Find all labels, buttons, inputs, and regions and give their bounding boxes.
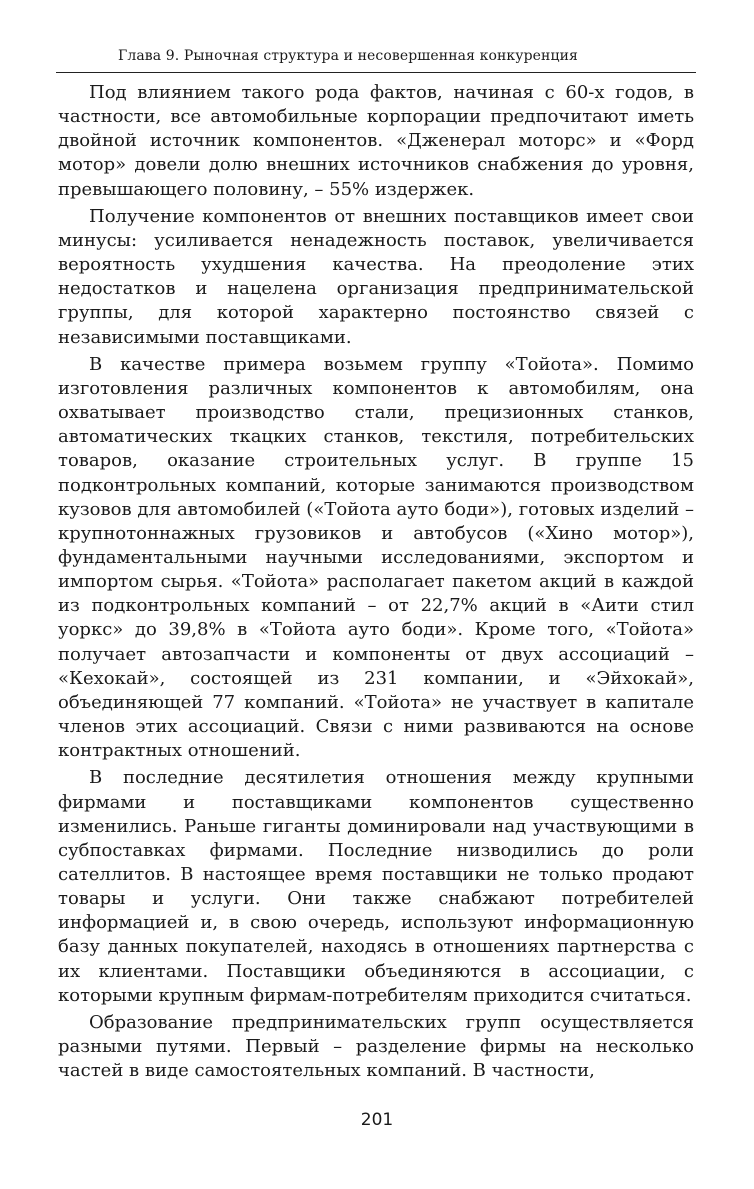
paragraph-5: Образование предпринимательских групп осуществляется разными путями. Первый – разделение фирмы на несколько частей в виде самостоятельных компаний. В частности, <box>58 1011 694 1082</box>
paragraph-4: В последние десятилетия отношения между крупными фирмами и поставщиками компонентов существенно изменились. Раньше гиганты доминировали над участвующими в субпоставках фирмами. Последние низводились до роли сателлитов. В настоящее время поставщики не только продают товары и услуги. Они также снабжают потребителей информацией и, в свою очередь, используют информационную базу данных покупателей, находясь в отношениях партнерства с их клиентами. Поставщики объединяются в ассоциации, с которыми крупным фирмам-потребителям приходится считаться. <box>58 767 694 1006</box>
header-rule <box>56 72 696 73</box>
page-number: 201 <box>360 1110 394 1130</box>
paragraph-1: Под влиянием такого рода фактов, начиная с 60-х годов, в частности, все автомобильные корпорации предпочитают иметь двойной источник компонентов. «Дженерал моторс» и «Форд мотор» довели долю внешних источников снабжения до уровня, превышающего половину, – 55% издержек. <box>58 82 694 200</box>
running-head: Глава 9. Рыночная структура и несовершенная конкуренция <box>118 48 578 64</box>
paragraph-3: В качестве примера возьмем группу «Тойота». Помимо изготовления различных компонентов к автомобилям, она охватывает производство стали, прецизионных станков, автоматических ткацких станков, текстиля, потребительских товаров, оказание строительных услуг. В группе 15 подконтрольных компаний, которые занимаются производством кузовов для автомобилей («Тойота ауто боди»), готовых изделий – крупнотоннажных грузовиков и автобусов («Хино мотор»), фундаментальными научными исследованиями, экспортом и импортом сырья. «Тойота» располагает пакетом акций в каждой из подконтрольных компаний – от 22,7% акций в «Аити стил уоркс» до 39,8% в «Тойота ауто боди». Кроме того, «Тойота» получает автозапчасти и компоненты от двух ассоциаций – «Кехокай», состоящей из 231 компании, и «Эйхокай», объединяющей 77 компаний. «Тойота» не участвует в капитале членов этих ассоциаций. Связи с ними развиваются на основе контрактных отношений. <box>58 353 694 762</box>
paragraph-2: Получение компонентов от внешних поставщиков имеет свои минусы: усиливается ненадежность поставок, увеличивается вероятность ухудшения качества. На преодоление этих недостатков и нацелена организация предпринимательской группы, для которой характерно постоянство связей с независимыми поставщиками. <box>58 205 694 348</box>
body-text <box>58 81 694 1083</box>
